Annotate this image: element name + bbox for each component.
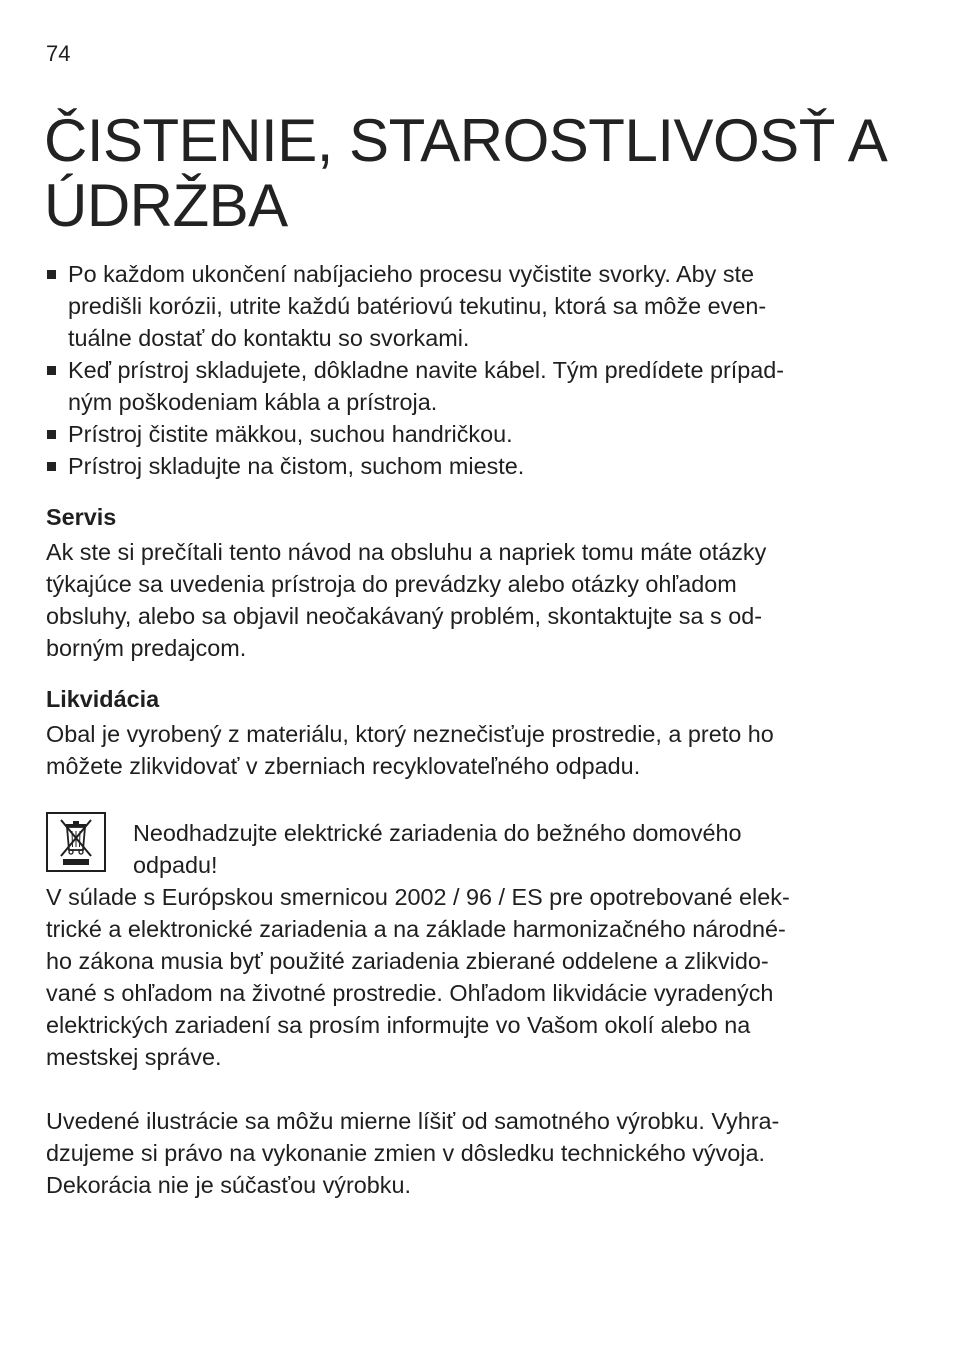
paragraph-line: mestskej správe. [46,1044,222,1070]
servis-paragraph [46,536,876,664]
paragraph-line: trické a elektronické zariadenia a na základe harmonizačného národné- [46,916,786,942]
list-item-line: Keď prístroj skladujete, dôkladne navite kábel. Tým predídete prípad- [68,357,785,383]
list-item [46,258,876,354]
list-item-line: tuálne dostať do kontaktu so svorkami. [68,325,470,351]
disclaimer-paragraph [46,1105,876,1201]
likvidacia-section [46,683,876,782]
page-number: 74 [46,41,71,66]
paragraph-line: obsluhy, alebo sa objavil neočakávaný problém, skontaktujte sa s od- [46,603,762,629]
list-item [46,450,876,482]
servis-heading: Servis [46,504,117,530]
care-instructions-list [46,258,876,482]
paragraph-line: odpadu! [133,852,218,878]
paragraph-line: dzujeme si právo na vykonanie zmien v dôsledku technického vývoja. [46,1140,765,1166]
likvidacia-paragraph [46,718,876,782]
paragraph-line: vané s ohľadom na životné prostredie. Ohľadom likvidácie vyradených [46,980,774,1006]
list-item [46,418,876,450]
servis-section [46,501,876,664]
square-bullet-icon [47,462,56,471]
page-title-line-2: ÚDRŽBA [44,172,288,239]
page-title-line-1: ČISTENIE, STAROSTLIVOSŤ A [44,107,888,174]
weee-warning [133,817,853,881]
likvidacia-heading: Likvidácia [46,686,160,712]
paragraph-line: borným predajcom. [46,635,247,661]
list-item-line: Prístroj čistite mäkkou, suchou handričkou. [68,421,513,447]
list-item-line: predišli korózii, utrite každú batériovú tekutinu, ktorá sa môže even- [68,293,767,319]
list-item-line: Po každom ukončení nabíjacieho procesu vyčistite svorky. Aby ste [68,261,755,287]
paragraph-line: Dekorácia nie je súčasťou výrobku. [46,1172,412,1198]
square-bullet-icon [47,430,56,439]
paragraph-line: Neodhadzujte elektrické zariadenia do bežného domového [133,820,742,846]
directive-paragraph [46,881,876,1073]
paragraph-line: Uvedené ilustrácie sa môžu mierne líšiť od samotného výrobku. Vyhra- [46,1108,780,1134]
paragraph-line: elektrických zariadení sa prosím informujte vo Vašom okolí alebo na [46,1012,751,1038]
paragraph-line: V súlade s Európskou smernicou 2002 / 96 / ES pre opotrebované elek- [46,884,790,910]
list-item-line: ným poškodeniam kábla a prístroja. [68,389,438,415]
paragraph-line: týkajúce sa uvedenia prístroja do prevádzky alebo otázky ohľadom [46,571,737,597]
square-bullet-icon [47,366,56,375]
list-item [46,354,876,418]
list-item-line: Prístroj skladujte na čistom, suchom mieste. [68,453,525,479]
square-bullet-icon [47,270,56,279]
paragraph-line: Obal je vyrobený z materiálu, ktorý neznečisťuje prostredie, a preto ho [46,721,774,747]
page-title [44,107,888,239]
paragraph-line: ho zákona musia byť použité zariadenia zbierané oddelene a zlikvido- [46,948,769,974]
paragraph-line: Ak ste si prečítali tento návod na obsluhu a napriek tomu máte otázky [46,539,767,565]
paragraph-line: môžete zlikvidovať v zberniach recyklovateľného odpadu. [46,753,641,779]
crossed-out-wheelie-bin-icon [46,812,106,872]
